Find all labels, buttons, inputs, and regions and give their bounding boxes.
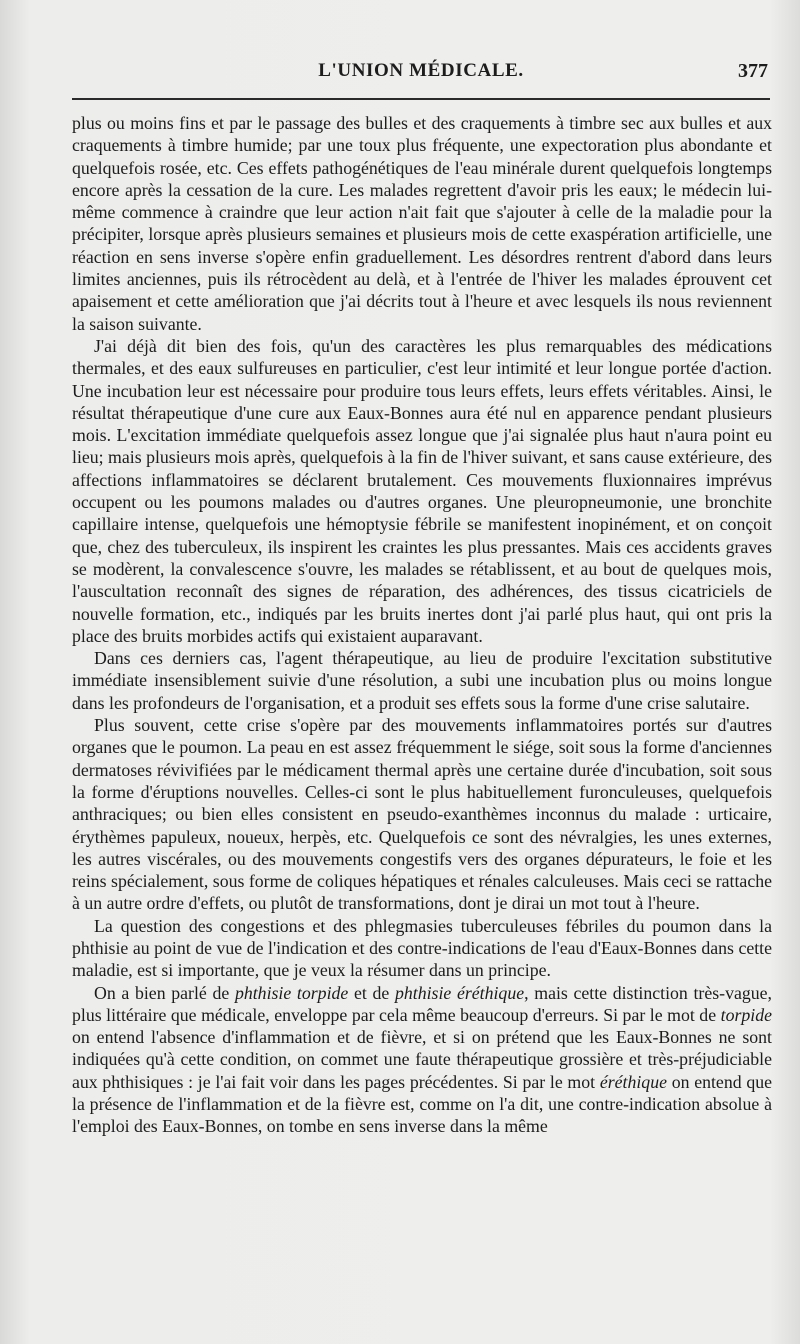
page-number: 377 <box>738 60 768 82</box>
body-text <box>72 112 772 1138</box>
italic-term: phthisie éréthique <box>394 982 525 1003</box>
paragraph-5: La question des congestions et des phlegmasies tuberculeuses fébriles du poumon dans la phthisie au point de vue de l'indication et des contre-indications de l'eau d'Eaux-Bonnes dans cette maladie, est si importante, que je veux la résumer dans un principe. <box>72 915 772 981</box>
running-head <box>72 60 770 90</box>
running-title: L'UNION MÉDICALE. <box>318 60 524 81</box>
italic-term: torpide <box>720 1004 772 1025</box>
text-run: On a bien parlé de <box>94 982 235 1003</box>
text-run: et de <box>348 982 395 1003</box>
paragraph-6 <box>72 982 772 1138</box>
header-rule <box>72 98 770 100</box>
paragraph-2: J'ai déjà dit bien des fois, qu'un des caractères les plus remarquables des médications thermales, et des eaux sulfureuses en particulier, c'est leur intimité et leur longue portée d'action. Une incubation leur est nécessaire pour produire tous leurs effets, leurs effets véritables. Ainsi, le résultat thérapeutique d'une cure aux Eaux-Bonnes aura été nul en apparence pendant plusieurs mois. L'excitation immédiate quelquefois assez longue que j'ai signalée plus haut n'aura point eu lieu; mais plusieurs mois après, quelquefois à la fin de l'hiver suivant, et sans cause extérieure, des affections inflammatoires se déclarent brutalement. Ces mouvements fluxionnaires imprévus occupent ou les poumons malades ou d'autres organes. Une pleuropneumonie, une bronchite capillaire intense, quelquefois une hémoptysie fébrile se manifestent inopinément, et on conçoit que, chez des tuberculeux, ils inspirent les craintes les plus pressantes. Mais ces accidents graves se modèrent, la convalescence s'ouvre, les malades se rétablissent, et au bout de quelques mois, l'auscultation reconnaît des signes de réparation, des adhérences, des tissus cicatriciels de nouvelle formation, etc., indiqués par les bruits inertes dont j'ai parlé plus haut, qui ont pris la place des bruits morbides actifs qui existaient auparavant. <box>72 335 772 646</box>
italic-term: phthisie torpide <box>234 982 349 1003</box>
paragraph-3: Dans ces derniers cas, l'agent thérapeutique, au lieu de produire l'excitation substitutive immédiate insensiblement suivie d'une résolution, a subi une incubation plus ou moins longue dans les profondeurs de l'organisation, et a produit ses effets sous la forme d'une crise salutaire. <box>72 648 772 713</box>
text-run: on entend l'absence d'inflammation et de fièvre, et si on prétend que les Eaux-Bonnes ne sont indiquées qu'à cette condition, on commet une faute thérapeutique grossière et très-préjudiciable aux phthisiques : je l'ai fait voir dans les pages précédentes. Si par le mot <box>72 1027 772 1092</box>
paragraph-1: plus ou moins fins et par le passage des bulles et des craquements à timbre sec aux bulles et aux craquements à timbre humide; par une toux plus fréquente, une expectoration plus abondante et quelquefois rosée, etc. Ces effets pathogénétiques de l'eau minérale durent quelquefois longtemps encore après la cessation de la cure. Les malades regrettent d'avoir pris les eaux; le médecin lui-même commence à craindre que leur action n'ait fait que s'ajouter à celle de la maladie pour la précipiter, lorsque après plusieurs semaines et plusieurs mois de cette exaspération artificielle, une réaction en sens inverse s'opère enfin graduellement. Les désordres rentrent d'abord dans leurs limites anciennes, puis ils rétrocèdent au delà, et à l'entrée de l'hiver les malades éprouvent cet apaisement et cette amélioration que j'ai décrits tout à l'heure et avec lesquels ils nous reviennent la saison suivante. <box>72 113 772 334</box>
italic-term: éréthique <box>599 1071 667 1092</box>
text-run: on entend que la présence de l'inflammation et de la fièvre est, comme on l'a dit, une contre-indication absolue à l'emploi des Eaux-Bonnes, on tombe en sens inverse dans la même <box>72 1071 773 1137</box>
text-run: , mais cette distinction très-vague, plus littéraire que médicale, enveloppe par cela même beaucoup d'erreurs. Si par le mot de <box>72 982 772 1025</box>
paragraph-4: Plus souvent, cette crise s'opère par des mouvements inflammatoires portés sur d'autres organes que le poumon. La peau en est assez fréquemment le siége, soit sous la forme d'anciennes dermatoses révivifiées par le médicament thermal après une certaine durée d'incubation, soit sous la forme d'éruptions nouvelles. Celles-ci sont le plus habituellement furonculeuses, quelquefois anthraciques; ou bien elles consistent en pseudo-exanthèmes inconnus du malade : urticaire, érythèmes papuleux, noueux, herpès, etc. Quelquefois ce sont des névralgies, les unes externes, les autres viscérales, ou des mouvements congestifs vers des organes dépurateurs, le foie et les reins spécialement, sous forme de coliques hépatiques et rénales calculeuses. Mais ceci se rattache à un autre ordre d'effets, ou plutôt de transformations, dont je dirai un mot tout à l'heure. <box>72 715 772 914</box>
